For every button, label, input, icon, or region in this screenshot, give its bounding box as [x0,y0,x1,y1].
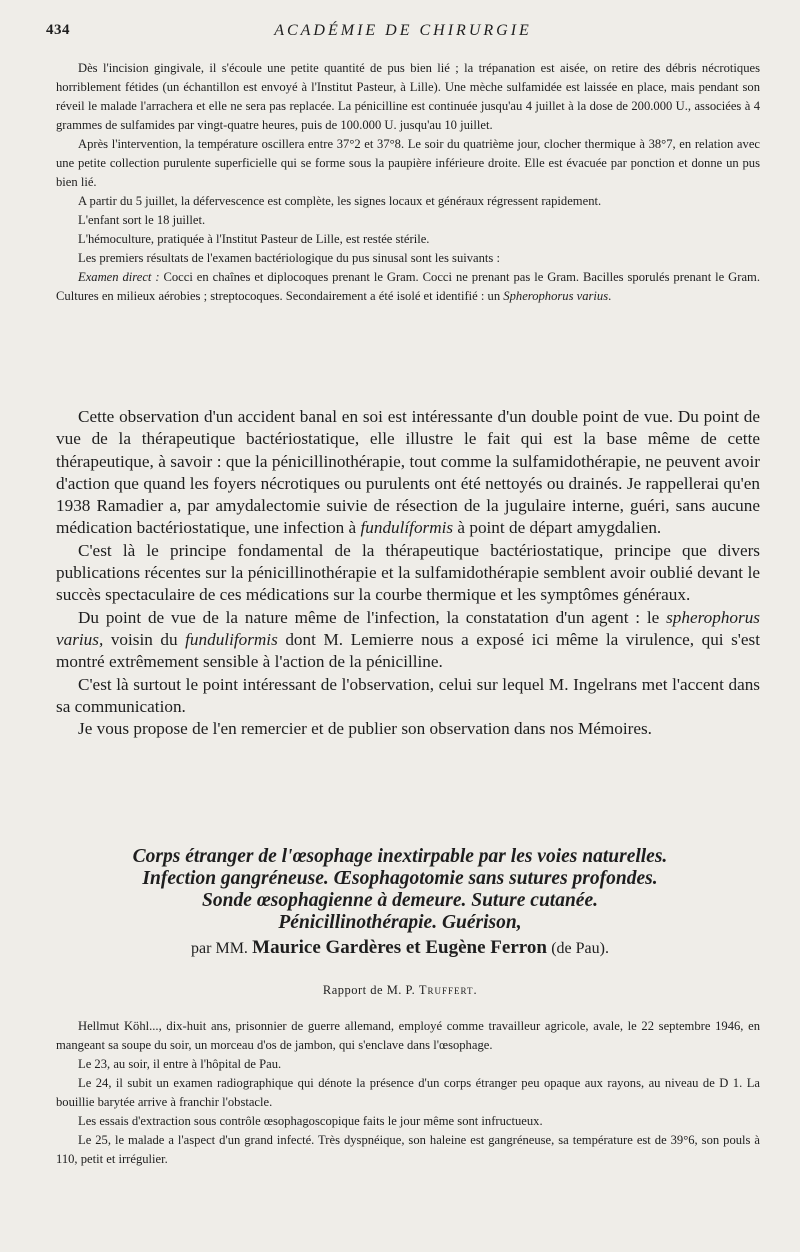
case-paragraph: Après l'intervention, la température oscillera entre 37°2 et 37°8. Le soir du quatrième jour, clocher thermique à 38°7, en relation avec une petite collection purulente superficielle qui se forme sous la paupière inférieure droite. Elle est évacuée par ponction et donne un pus bien lié. [56,137,760,189]
species-name: spherophorus varius, [56,607,760,649]
title-line: Pénicillinothérapie. Guérison, [278,912,522,933]
reporter-name: Truffert [418,983,474,997]
byline [40,936,760,961]
author-names: Maurice Gardères et Eugène Ferron [252,937,547,958]
report-prefix: Rapport de M. P. [322,983,419,997]
report-line [40,983,760,998]
article-paragraph: Les essais d'extraction sous contrôle œsophagoscopique faits le jour même sont infructueux. [78,1114,543,1128]
exam-species: Spherophorus varius [503,289,609,303]
exam-text: Cocci en chaînes et diplocoques prenant le Gram. Cocci ne prenant pas le Gram. Bacilles sporulés prenant le Gram. Cultures en milieux aérobies ; streptocoques. Secondairement a été isolé et identifié : un [56,270,760,303]
exam-label: Examen direct : [78,270,160,284]
case-paragraph: L'hémoculture, pratiquée à l'Institut Pasteur de Lille, est restée stérile. [78,232,430,246]
bacteriology-paragraph [56,268,760,306]
commentary-text: voisin du [103,629,186,649]
case-paragraph: A partir du 5 juillet, la défervescence est complète, les signes locaux et généraux régressent rapidement. [78,194,602,208]
exam-end: . [608,289,612,303]
commentary-paragraph: C'est là le principe fondamental de la thérapeutique bactériostatique, principe que divers publications récentes sur la pénicillinothérapie et la sulfamidothérapie semblent avoir oublié devant le succès spectaculaire de ces médications sur la courbe thermique et les symptômes généraux. [56,540,760,605]
case-paragraph: Les premiers résultats de l'examen bactériologique du pus sinusal sont les suivants : [78,251,500,265]
commentary-section [56,406,760,740]
commentary-text: dont M. Lemierre nous a exposé ici même la virulence, qui s'est montré extrêmement sensible à l'action de la pénicilline. [56,629,760,672]
byline-location: (de Pau). [551,940,609,957]
byline-prefix: par MM. [191,940,248,957]
species-name: fundulíformis [360,518,454,538]
commentary-text: à point de départ amygdalien. [453,518,662,538]
report-end: . [473,983,478,997]
article-paragraph: Le 25, le malade a l'aspect d'un grand infecté. Très dyspnéique, son haleine est gangréneuse, sa température est de 39°6, son pouls à 110, petit et irrégulier. [56,1133,760,1166]
case-paragraph: Dès l'incision gingivale, il s'écoule une petite quantité de pus bien lié ; la trépanation est aisée, on retire des débris nécrotiques horriblement fétides (un échantillon est envoyé à l'Institut Pasteur, à Lille). Une mèche sulfamidée est laissée en place, mais pendant son réveil le malade l'arrachera et elle ne sera pas replacée. La pénicilline est continuée jusqu'au 4 juillet à la dose de 200.000 U., associées à 4 grammes de sulfamides par vingt-quatre heures, puis de 100.000 U. jusqu'au 10 juillet. [56,61,760,132]
article-paragraph: Le 24, il subit un examen radiographique qui dénote la présence d'un corps étranger peu opaque aux rayons, au niveau de D 1. La bouillie barytée arrive à franchir l'obstacle. [56,1076,760,1109]
species-name: funduliformis [185,629,278,649]
title-line: Corps étranger de l'œsophage inextirpable par les voies naturelles. [132,846,668,867]
article-body [56,1017,760,1169]
running-header [46,22,760,44]
commentary-text: Du point de vue de la nature même de l'infection, la constatation d'un agent : le [78,607,667,627]
commentary-paragraph: Je vous propose de l'en remercier et de publier son observation dans nos Mémoires. [78,719,652,739]
commentary-paragraph: C'est là surtout le point intéressant de l'observation, celui sur lequel M. Ingelrans met l'accent dans sa communication. [56,674,760,716]
journal-title: ACADÉMIE DE CHIRURGIE [274,22,532,39]
commentary-paragraph [56,406,760,540]
case-report-section [56,59,760,306]
page-number: 434 [46,22,70,38]
article-title [40,846,760,934]
title-line: Sonde œsophagienne à demeure. Suture cutanée. [202,890,598,911]
commentary-text: Cette observation d'un accident banal en soi est intéressante d'un double point de vue. Du point de vue de la thérapeutique bactériostatique, elle illustre le fait qui est la base même de cette thérapeutique, à savoir : que la pénicillinothérapie, tout comme la sulfamidothérapie, ne peuvent avoir d'action que quand les foyers nécrotiques ou purulents ont été nettoyés ou drainés. Je rappellerai qu'en 1938 Ramadier a, par amydalectomie suivie de résection de la jugulaire interne, guéri, sans aucune médication bactériostatique, une infection à [56,407,760,538]
case-paragraph: L'enfant sort le 18 juillet. [78,213,206,227]
title-line: Infection gangréneuse. Œsophagotomie sans sutures profondes. [142,868,658,889]
article-paragraph: Le 23, au soir, il entre à l'hôpital de Pau. [78,1057,282,1071]
commentary-paragraph [56,607,760,674]
article-paragraph: Hellmut Köhl..., dix-huit ans, prisonnier de guerre allemand, employé comme travailleur agricole, avale, le 22 septembre 1946, en mangeant sa soupe du soir, un morceau d'os de jambon, qui s'enclave dans l'œsophage. [56,1019,760,1052]
